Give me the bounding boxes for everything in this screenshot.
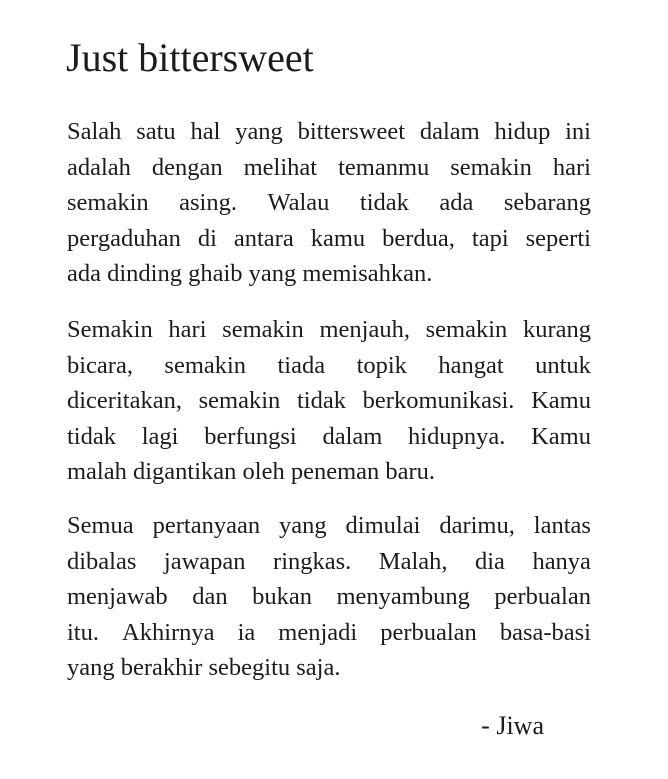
signature: - Jiwa: [481, 711, 544, 740]
page-title: Just bittersweet: [66, 35, 314, 80]
paragraph-line: itu. Akhirnya ia menjadi perbualan basa-basi: [67, 618, 591, 646]
paragraph-line: semakin asing. Walau tidak ada sebarang: [67, 189, 591, 216]
paragraph-2: [67, 312, 591, 490]
paragraph-line: ada dinding ghaib yang memisahkan.: [67, 260, 433, 287]
paragraph-line: tidak lagi berfungsi dalam hidupnya. Kamu: [67, 422, 591, 450]
paragraph-3: [67, 508, 591, 686]
paragraph-line: pergaduhan di antara kamu berdua, tapi seperti: [67, 224, 591, 252]
paragraph-line: Salah satu hal yang bittersweet dalam hidup ini: [67, 118, 591, 145]
paragraph-1: [67, 114, 591, 292]
paragraph-line: malah digantikan oleh peneman baru.: [67, 458, 436, 485]
paragraph-line: adalah dengan melihat temanmu semakin hari: [67, 153, 591, 181]
paragraph-line: Semakin hari semakin menjauh, semakin kurang: [67, 316, 591, 343]
paragraph-line: Semua pertanyaan yang dimulai darimu, lantas: [67, 512, 591, 539]
paragraph-line: menjawab dan bukan menyambung perbualan: [67, 583, 591, 610]
paragraph-line: bicara, semakin tiada topik hangat untuk: [67, 351, 591, 379]
paragraph-line: yang berakhir sebegitu saja.: [67, 654, 341, 681]
paragraph-line: diceritakan, semakin tidak berkomunikasi. Kamu: [67, 387, 591, 414]
paragraph-line: dibalas jawapan ringkas. Malah, dia hanya: [67, 547, 591, 575]
